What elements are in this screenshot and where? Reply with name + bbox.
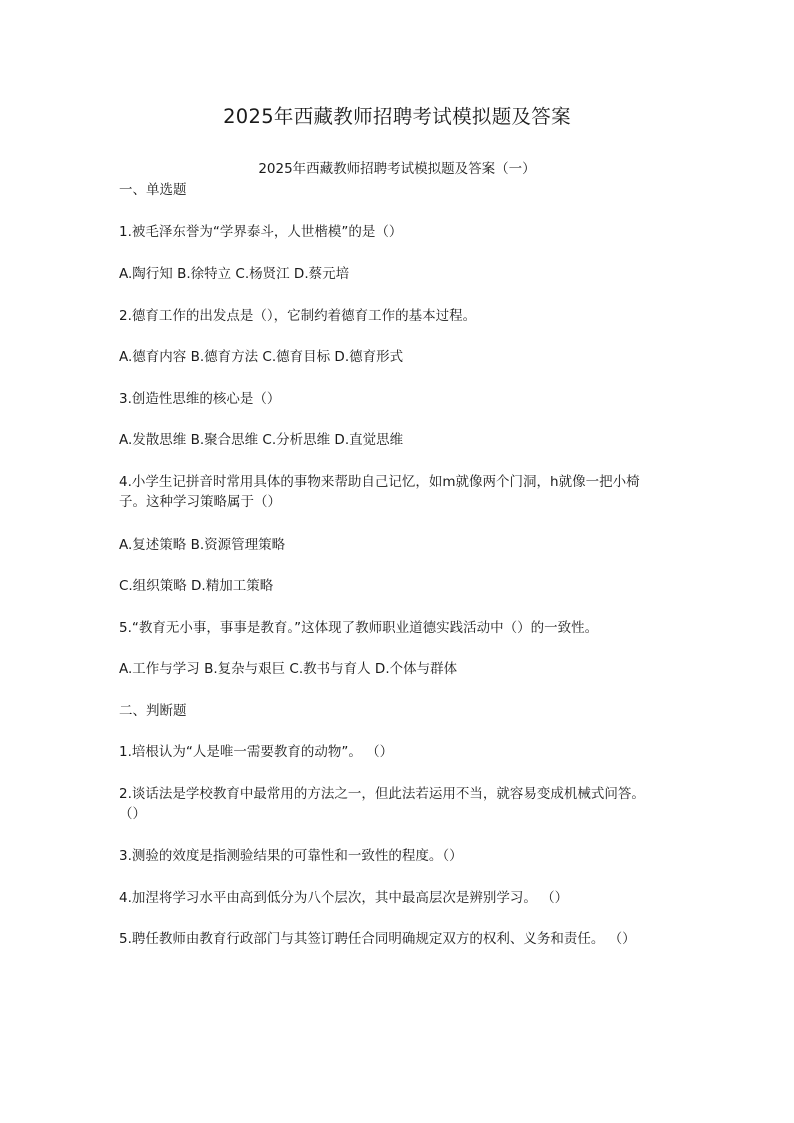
tf-question-5: 5.聘任教师由教育行政部门与其签订聘任合同明确规定双方的权利、义务和责任。 （） <box>119 931 636 947</box>
question-1-stem: 1.被毛泽东誉为“学界泰斗，人世楷模”的是（） <box>119 224 403 240</box>
section-heading-true-false: 二、判断题 <box>119 703 187 719</box>
document-title: 2025年西藏教师招聘考试模拟题及答案 <box>223 105 571 128</box>
document-subtitle: 2025年西藏教师招聘考试模拟题及答案（一） <box>258 161 536 177</box>
question-4-options-line-2: C.组织策略 D.精加工策略 <box>119 578 274 594</box>
question-4-stem-line-2: 子。这种学习策略属于（） <box>119 494 281 510</box>
tf-question-1: 1.培根认为“人是唯一需要教育的动物”。 （） <box>119 744 394 760</box>
tf-question-3: 3.测验的效度是指测验结果的可靠性和一致性的程度。（） <box>119 848 463 864</box>
question-4-options-line-1: A.复述策略 B.资源管理策略 <box>119 537 286 553</box>
question-5-options: A.工作与学习 B.复杂与艰巨 C.教书与育人 D.个体与群体 <box>119 661 458 677</box>
section-heading-single-choice: 一、单选题 <box>119 182 187 198</box>
question-4-stem-line-1: 4.小学生记拼音时常用具体的事物来帮助自己记忆，如m就像两个门洞，h就像一把小椅 <box>119 474 640 490</box>
tf-question-4: 4.加涅将学习水平由高到低分为八个层次，其中最高层次是辨别学习。 （） <box>119 890 569 906</box>
tf-question-2-line-1: 2.谈话法是学校教育中最常用的方法之一，但此法若运用不当，就容易变成机械式问答。 <box>119 786 645 802</box>
question-5-stem: 5.“教育无小事，事事是教育。”这体现了教师职业道德实践活动中（）的一致性。 <box>119 620 599 636</box>
question-1-options: A.陶行知 B.徐特立 C.杨贤江 D.蔡元培 <box>119 266 350 282</box>
question-2-options: A.德育内容 B.德育方法 C.德育目标 D.德育形式 <box>119 349 404 365</box>
question-3-options: A.发散思维 B.聚合思维 C.分析思维 D.直觉思维 <box>119 432 404 448</box>
question-3-stem: 3.创造性思维的核心是（） <box>119 391 281 407</box>
question-2-stem: 2.德育工作的出发点是（），它制约着德育工作的基本过程。 <box>119 308 477 324</box>
tf-question-2-line-2: （） <box>119 806 146 822</box>
